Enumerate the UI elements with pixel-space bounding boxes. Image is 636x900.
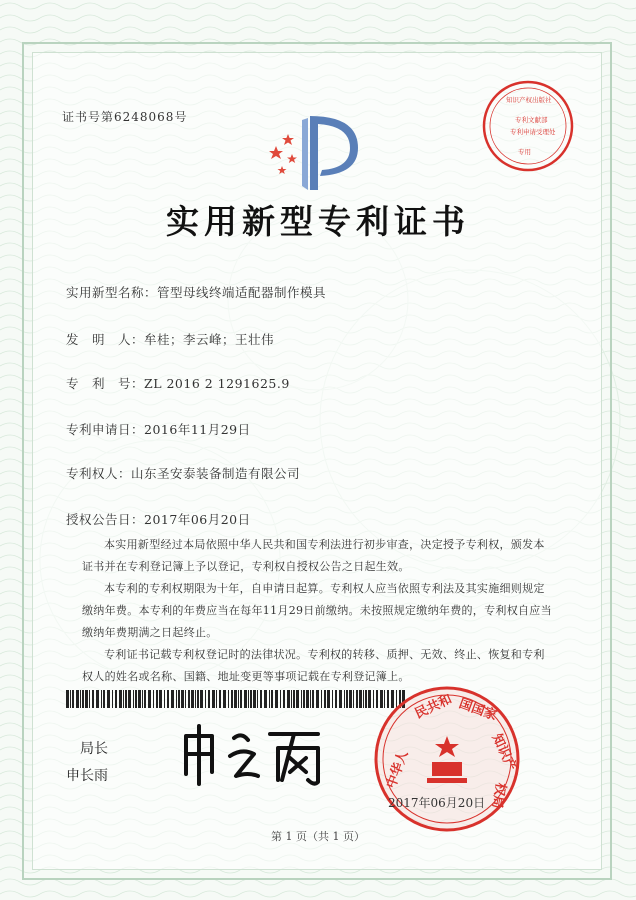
filing-date-label: 专利申请日： bbox=[66, 422, 145, 437]
svg-text:专用: 专用 bbox=[518, 148, 531, 156]
svg-text:知识产: 知识产 bbox=[488, 731, 519, 774]
receipt-seal-icon bbox=[480, 78, 576, 174]
patentee-value: 山东圣安泰装备制造有限公司 bbox=[131, 466, 301, 481]
inventor-label: 发 明 人： bbox=[66, 332, 145, 347]
body-paragraph-1: 本实用新型经过本局依照中华人民共和国专利法进行初步审查，决定授予专利权，颁发本证书并在专利登记簿上予以登记，专利权自授权公告之日起生效。 bbox=[82, 538, 545, 573]
utility-name-label: 实用新型名称： bbox=[66, 285, 158, 300]
grant-date-label: 授权公告日： bbox=[66, 512, 145, 527]
certificate-title: 实用新型专利证书 bbox=[166, 202, 470, 241]
patent-number-value: ZL 2016 2 1291625.9 bbox=[144, 376, 290, 391]
director-signature-icon bbox=[178, 722, 328, 788]
certificate-body bbox=[82, 534, 552, 688]
svg-text:民共和: 民共和 bbox=[412, 691, 455, 722]
inventor-value: 牟桂；李云峰；王壮伟 bbox=[144, 332, 275, 347]
svg-text:知识产权出版社: 知识产权出版社 bbox=[506, 96, 552, 104]
patent-office-emblem-icon bbox=[262, 112, 366, 194]
utility-name-row bbox=[66, 283, 326, 301]
body-paragraph-3: 专利证书记载专利权登记时的法律状况。专利权的转移、质押、无效、终止、恢复和专利权人的姓名或名称、国籍、地址变更等事项记载在专利登记簿上。 bbox=[82, 648, 545, 683]
svg-text:国国家: 国国家 bbox=[456, 696, 499, 724]
issue-date: 2017年06月20日 bbox=[388, 796, 486, 810]
patent-number-label: 专 利 号： bbox=[66, 376, 145, 391]
certificate-number: 证书号第6248068号 bbox=[62, 110, 188, 124]
director-title: 局长 bbox=[80, 741, 108, 757]
utility-name-value: 管型母线终端适配器制作模具 bbox=[157, 285, 327, 300]
patent-number-row bbox=[66, 374, 290, 392]
filing-date-row bbox=[66, 420, 251, 438]
grant-date-value: 2017年06月20日 bbox=[144, 512, 251, 527]
svg-text:专利申请受理处: 专利申请受理处 bbox=[510, 128, 556, 136]
svg-text:权局: 权局 bbox=[488, 781, 508, 810]
inventor-row bbox=[66, 330, 274, 348]
patentee-row bbox=[66, 464, 300, 482]
svg-text:中华人: 中华人 bbox=[384, 748, 412, 791]
barcode-icon bbox=[66, 690, 406, 708]
filing-date-value: 2016年11月29日 bbox=[144, 422, 251, 437]
grant-date-row bbox=[66, 510, 251, 528]
patentee-label: 专利权人： bbox=[66, 466, 132, 481]
director-name: 申长雨 bbox=[66, 768, 108, 784]
svg-text:专利文献部: 专利文献部 bbox=[515, 116, 548, 124]
body-paragraph-2: 本专利的专利权期限为十年，自申请日起算。专利权人应当依照专利法及其实施细则规定缴纳年费。本专利的年费应当在每年11月29日前缴纳。未按照规定缴纳年费的，专利权自应当缴纳年费期满之日起终止。 bbox=[82, 582, 552, 639]
state-ip-office-seal-icon bbox=[372, 684, 522, 834]
page-footer: 第 1 页（共 1 页） bbox=[271, 830, 365, 843]
